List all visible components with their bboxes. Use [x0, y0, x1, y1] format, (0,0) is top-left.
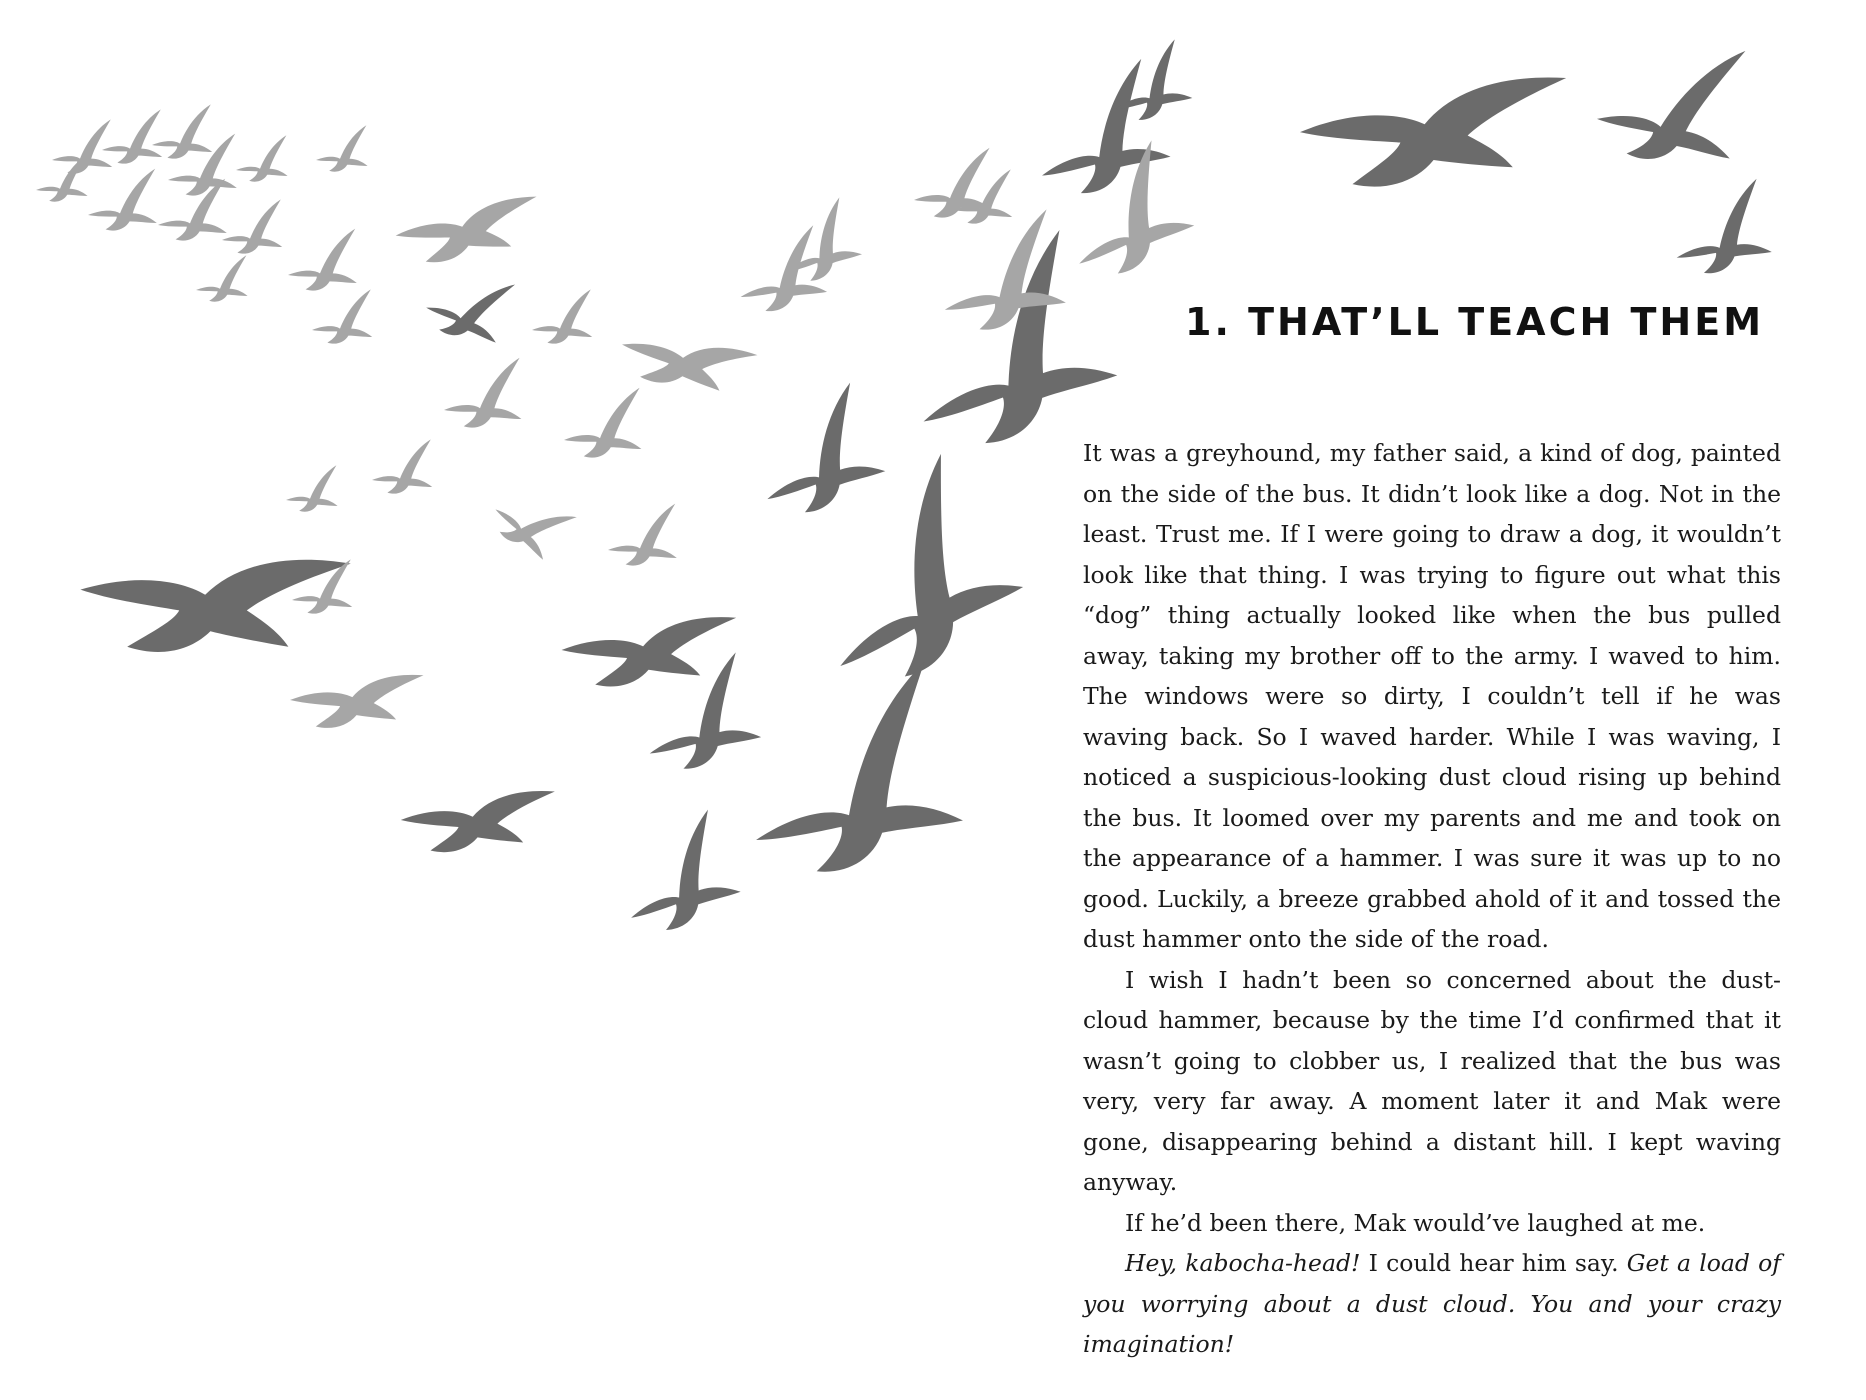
bird-small-20	[564, 388, 641, 458]
paragraph-4-italic-2: Get a load of you worrying about a dust cloud. You and your crazy imagination!	[1083, 1249, 1781, 1358]
bird-small-16	[372, 439, 432, 493]
bird-small-15	[444, 358, 521, 428]
bird-small-3	[152, 104, 212, 158]
bird-top-right-small-1	[1592, 27, 1749, 173]
paragraph-4-italic-1: Hey, kabocha-head!	[1125, 1249, 1361, 1277]
chapter-title: 1. THAT’LL TEACH THEM	[1185, 300, 1765, 344]
bird-small-23	[768, 197, 865, 289]
bird-medium-8	[605, 809, 745, 942]
paragraph-3: If he’d been there, Mak would’ve laughed at me.	[1125, 1208, 1706, 1237]
bird-medium-4	[740, 382, 890, 525]
bird-medium-9	[393, 195, 545, 269]
bird-medium-1	[1020, 58, 1175, 204]
bird-small-14	[420, 259, 517, 351]
bird-medium-6	[630, 652, 764, 778]
bird-small-19	[608, 504, 677, 566]
bird-small-12	[196, 255, 248, 302]
bird-small-21	[532, 289, 592, 343]
bird-small-10	[222, 199, 282, 253]
bird-small-4	[36, 155, 88, 202]
bird-medium-10	[289, 673, 428, 731]
bird-medium-11	[617, 330, 758, 399]
bird-small-18	[485, 474, 578, 566]
bird-small-11	[288, 229, 357, 291]
bird-small-24	[914, 148, 991, 218]
paragraph-1: It was a greyhound, my father said, a kind of dog, painted on the side of the bus. It didn’t look like a dog. Not in the least. Trust me. If I were going to draw a dog, it wouldn’t look like that thing. I was trying to figure out what this “dog” thing actually looked like when the bus pulled away, taking my brother off to the army. I waved to him. The windows were so dirty, I couldn’t tell if he was waving back. So I waved harder. While I was waving, I noticed a suspicious-looking dust cloud rising up behind the bus. It loomed over my parents and me and took on the appearance of a hammer. I was sure it was up to no good. Luckily, a breeze grabbed ahold of it and tossed the dust hammer onto the side of the road.	[1083, 439, 1781, 953]
bird-large-left	[80, 560, 350, 652]
bird-medium-5	[560, 615, 741, 691]
bird-large-top-right	[1297, 74, 1576, 194]
bird-top-right-small-2	[1666, 178, 1774, 278]
bird-small-2	[102, 109, 162, 163]
bird-small-17	[286, 465, 338, 512]
bird-large-center-low	[774, 452, 1034, 705]
chapter-body-text	[1083, 433, 1781, 1365]
bird-small-8	[88, 169, 157, 231]
bird-small-9	[158, 179, 227, 241]
bird-small-6	[236, 135, 288, 182]
paragraph-4-plain: I could hear him say.	[1360, 1249, 1627, 1277]
bird-small-7	[316, 125, 368, 172]
bird-large-bottom	[727, 661, 968, 886]
bird-medium-7	[399, 789, 559, 856]
bird-large-center	[878, 228, 1125, 463]
bird-small-22	[731, 225, 829, 316]
paragraph-2: I wish I hadn’t been so concerned about the dust-cloud hammer, because by the time I’d confirmed that it wasn’t going to clobber us, I realized that the bus was very, very far away. A moment later it and Mak were gone, disappearing behind a distant hill. I kept waving anyway.	[1083, 965, 1781, 1196]
bird-small-1	[52, 119, 112, 173]
paragraph-4	[1083, 1243, 1781, 1365]
bird-small-13	[312, 289, 372, 343]
